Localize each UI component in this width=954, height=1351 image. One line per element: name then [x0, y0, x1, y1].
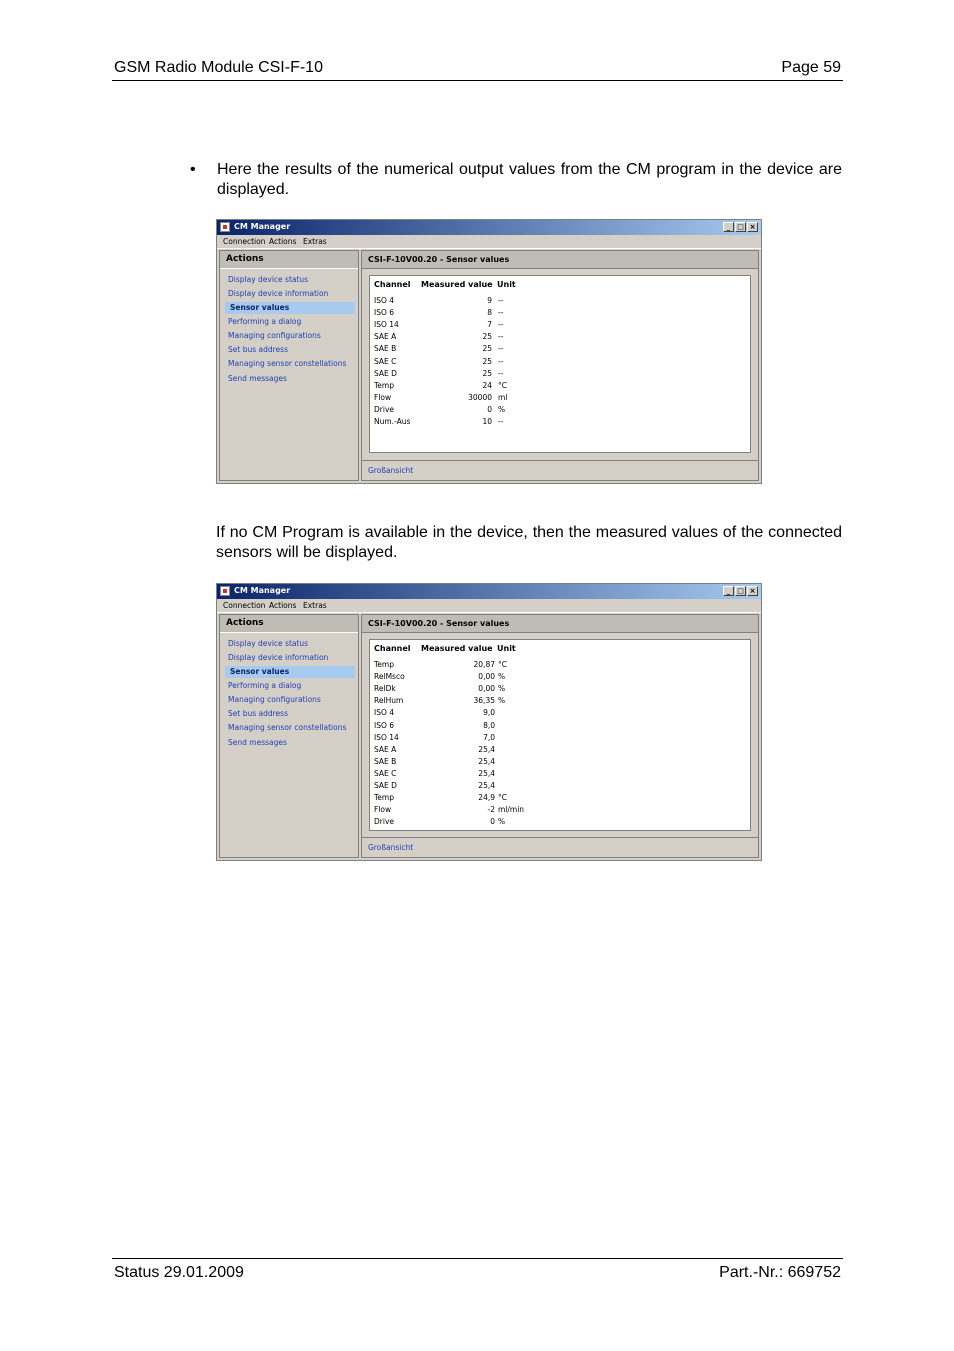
app-icon	[220, 586, 230, 596]
maximize-icon[interactable]: □	[735, 222, 746, 232]
column-header-channel: Channel	[374, 280, 411, 289]
channel-cell: SAE B	[374, 344, 397, 354]
actions-sidebar	[219, 250, 359, 481]
table-row	[370, 769, 750, 781]
sensor-values-list[interactable]	[369, 275, 751, 453]
cm-manager-window-1	[216, 219, 762, 484]
page-number: Page 59	[781, 59, 841, 76]
value-cell: 25,4	[478, 756, 495, 766]
table-row	[370, 344, 750, 356]
channel-cell: Temp	[374, 793, 394, 803]
cm-manager-window-2	[216, 583, 762, 861]
table-row	[370, 369, 750, 381]
sidebar-item-configurations[interactable]: Managing configurations	[228, 331, 321, 340]
paragraph-text: Here the results of the numerical output values from the CM program in the device are displayed.	[217, 161, 842, 198]
channel-cell: Drive	[374, 817, 394, 827]
sidebar-item-bus-address[interactable]: Set bus address	[228, 345, 288, 354]
table-row	[370, 672, 750, 684]
table-row	[370, 320, 750, 332]
bullet-paragraph	[190, 160, 842, 200]
actions-sidebar	[219, 614, 359, 858]
menu-bar	[217, 235, 761, 249]
value-cell: 36,35	[473, 696, 495, 706]
sidebar-item-device-status[interactable]: Display device status	[228, 639, 309, 648]
sidebar-item-device-status[interactable]: Display device status	[228, 275, 309, 284]
channel-cell: SAE D	[374, 368, 397, 378]
unit-cell: --	[498, 320, 504, 330]
unit-cell: --	[498, 356, 504, 366]
value-cell: 0	[490, 817, 495, 827]
channel-cell: ISO 4	[374, 708, 395, 718]
channel-cell: SAE A	[374, 744, 397, 754]
value-cell: -2	[487, 805, 495, 815]
close-icon[interactable]: ×	[747, 586, 758, 596]
unit-cell: --	[498, 417, 504, 426]
column-header-channel: Channel	[374, 644, 411, 653]
table-row	[370, 405, 750, 417]
table-row	[370, 781, 750, 793]
page-header	[112, 58, 843, 81]
channel-cell: RelHum	[374, 696, 404, 706]
table-row	[370, 393, 750, 405]
sensor-values-list[interactable]	[369, 639, 751, 831]
window-title: CM Manager	[234, 222, 291, 231]
unit-cell: %	[498, 684, 506, 694]
channel-cell: RelMsco	[374, 672, 405, 682]
table-row	[370, 332, 750, 344]
channel-cell: Num.-Aus	[374, 417, 411, 426]
table-row	[370, 793, 750, 805]
unit-cell: °C	[498, 793, 507, 803]
value-cell: 20,87	[473, 660, 495, 669]
value-cell: 25	[482, 356, 492, 366]
unit-cell: %	[498, 404, 506, 414]
value-cell: 25	[482, 332, 492, 342]
channel-cell: ISO 6	[374, 308, 395, 318]
large-view-link[interactable]: Großansicht	[362, 460, 758, 480]
panel-title: CSI-F-10V00.20 - Sensor values	[362, 615, 758, 633]
sidebar-title: Actions	[220, 251, 358, 269]
sidebar-item-sensor-values[interactable]: Sensor values	[225, 666, 355, 678]
menu-actions[interactable]: Actions	[269, 601, 297, 610]
large-view-link[interactable]: Großansicht	[362, 837, 758, 857]
value-cell: 25,4	[478, 768, 495, 778]
channel-cell: ISO 6	[374, 720, 395, 730]
close-icon[interactable]: ×	[747, 222, 758, 232]
channel-cell: SAE A	[374, 332, 397, 342]
document-title: GSM Radio Module CSI-F-10	[114, 59, 323, 76]
value-cell: 10	[482, 417, 492, 426]
channel-cell: ISO 14	[374, 320, 399, 330]
unit-cell: %	[498, 672, 506, 682]
unit-cell: °C	[498, 660, 507, 669]
column-header-unit: Unit	[497, 280, 516, 289]
channel-cell: Temp	[374, 380, 394, 390]
value-cell: 0,00	[478, 672, 495, 682]
window-title: CM Manager	[234, 586, 291, 595]
value-cell: 25	[482, 368, 492, 378]
status-date: Status 29.01.2009	[114, 1264, 244, 1281]
unit-cell: --	[498, 368, 504, 378]
value-cell: 9	[487, 296, 492, 305]
sensor-values-panel	[361, 250, 759, 481]
menu-extras[interactable]: Extras	[303, 601, 327, 610]
sidebar-item-dialog[interactable]: Performing a dialog	[228, 317, 302, 326]
channel-cell: ISO 14	[374, 732, 399, 742]
table-row	[370, 757, 750, 769]
table-row	[370, 660, 750, 672]
channel-cell: SAE B	[374, 756, 397, 766]
value-cell: 7,0	[483, 732, 495, 742]
table-row	[370, 721, 750, 733]
title-bar	[217, 220, 761, 235]
panel-title: CSI-F-10V00.20 - Sensor values	[362, 251, 758, 269]
sidebar-title: Actions	[220, 615, 358, 633]
unit-cell: --	[498, 344, 504, 354]
sidebar-item-dialog[interactable]: Performing a dialog	[228, 681, 302, 690]
sidebar-item-bus-address[interactable]: Set bus address	[228, 709, 288, 718]
title-bar	[217, 584, 761, 599]
unit-cell: %	[498, 817, 506, 827]
bullet-icon: •	[190, 161, 196, 178]
minimize-icon[interactable]: _	[723, 586, 734, 596]
sidebar-item-sensor-values[interactable]: Sensor values	[225, 302, 355, 314]
column-header-measured: Measured value	[421, 644, 493, 653]
part-number: Part.-Nr.: 669752	[719, 1264, 841, 1281]
unit-cell: --	[498, 296, 504, 305]
unit-cell: --	[498, 308, 504, 318]
unit-cell: %	[498, 696, 506, 706]
menu-connection[interactable]: Connection	[223, 601, 266, 610]
unit-cell: --	[498, 332, 504, 342]
channel-cell: ISO 4	[374, 296, 395, 305]
page-footer	[112, 1258, 843, 1285]
channel-cell: SAE D	[374, 781, 397, 790]
value-cell: 0	[487, 404, 492, 414]
table-row	[370, 733, 750, 745]
unit-cell: ml/min	[498, 805, 525, 815]
menu-extras[interactable]: Extras	[303, 237, 327, 246]
table-row	[370, 308, 750, 320]
sidebar-item-send-messages[interactable]: Send messages	[228, 374, 287, 383]
menu-connection[interactable]: Connection	[223, 237, 266, 246]
table-row	[370, 381, 750, 393]
channel-cell: Temp	[374, 660, 394, 669]
column-header-unit: Unit	[497, 644, 516, 653]
menu-bar	[217, 599, 761, 613]
channel-cell: Drive	[374, 404, 394, 414]
maximize-icon[interactable]: □	[735, 586, 746, 596]
channel-cell: RelDk	[374, 684, 396, 694]
table-row	[370, 417, 750, 429]
sidebar-item-sensor-constellations[interactable]: Managing sensor constellations	[228, 723, 347, 732]
table-row	[370, 805, 750, 817]
sensor-values-panel	[361, 614, 759, 858]
column-header-measured: Measured value	[421, 280, 493, 289]
value-cell: 25	[482, 344, 492, 354]
sidebar-item-sensor-constellations[interactable]: Managing sensor constellations	[228, 359, 347, 368]
table-row	[370, 696, 750, 708]
table-row	[370, 296, 750, 308]
sidebar-item-send-messages[interactable]: Send messages	[228, 738, 287, 747]
value-cell: 24,9	[478, 793, 495, 803]
minimize-icon[interactable]: _	[723, 222, 734, 232]
sidebar-item-device-information[interactable]: Display device information	[228, 653, 329, 662]
table-row	[370, 745, 750, 757]
app-icon	[220, 222, 230, 232]
table-row	[370, 817, 750, 829]
channel-cell: SAE C	[374, 356, 397, 366]
unit-cell: °C	[498, 380, 507, 390]
value-cell: 9,0	[483, 708, 495, 718]
unit-cell: ml	[498, 392, 508, 402]
paragraph-2: If no CM Program is available in the device, then the measured values of the connected sensors will be displayed.	[216, 524, 842, 561]
value-cell: 7	[487, 320, 492, 330]
value-cell: 8	[487, 308, 492, 318]
channel-cell: SAE C	[374, 768, 397, 778]
table-row	[370, 684, 750, 696]
value-cell: 25,4	[478, 781, 495, 790]
table-row	[370, 708, 750, 720]
value-cell: 0,00	[478, 684, 495, 694]
menu-actions[interactable]: Actions	[269, 237, 297, 246]
value-cell: 30000	[468, 392, 492, 402]
table-row	[370, 357, 750, 369]
sidebar-item-configurations[interactable]: Managing configurations	[228, 695, 321, 704]
channel-cell: Flow	[374, 805, 392, 815]
sidebar-item-device-information[interactable]: Display device information	[228, 289, 329, 298]
value-cell: 8,0	[483, 720, 495, 730]
channel-cell: Flow	[374, 392, 392, 402]
value-cell: 24	[482, 380, 492, 390]
value-cell: 25,4	[478, 744, 495, 754]
